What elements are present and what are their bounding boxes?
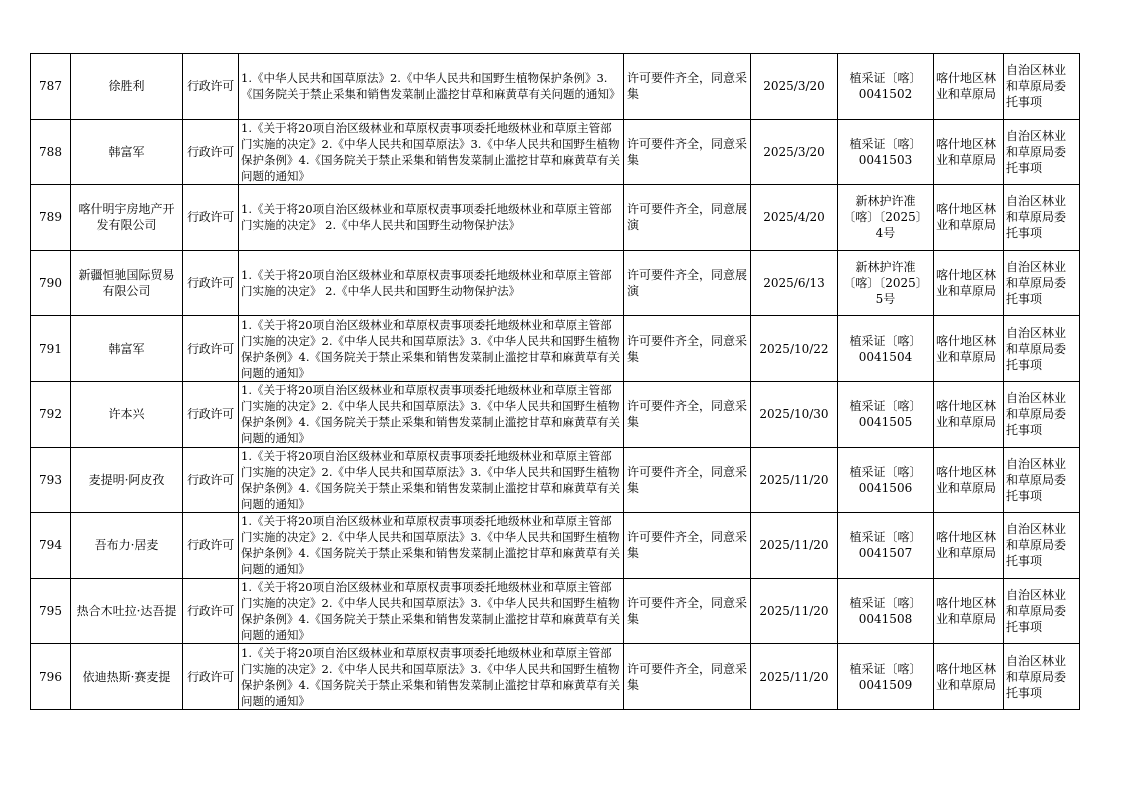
table-row <box>31 54 1080 120</box>
cell-seq: 792 <box>31 381 71 447</box>
permit-record-sheet <box>30 53 1080 710</box>
cell-date: 2025/11/20 <box>751 447 838 513</box>
cell-delegation: 自治区林业和草原局委托事项 <box>1004 578 1080 644</box>
cell-party: 吾布力·居麦 <box>71 513 183 579</box>
cell-party: 喀什明宇房地产开发有限公司 <box>71 185 183 251</box>
cell-date: 2025/3/20 <box>751 54 838 120</box>
cell-seq: 791 <box>31 316 71 382</box>
cell-department: 喀什地区林业和草原局 <box>934 447 1004 513</box>
cell-department: 喀什地区林业和草原局 <box>934 316 1004 382</box>
cell-date: 2025/4/20 <box>751 185 838 251</box>
cell-department: 喀什地区林业和草原局 <box>934 185 1004 251</box>
cell-doc-no: 植采证〔喀〕0041509 <box>838 644 934 710</box>
cell-department: 喀什地区林业和草原局 <box>934 119 1004 185</box>
cell-decision: 许可要件齐全，同意采集 <box>624 119 751 185</box>
cell-legal-basis: 1.《关于将20项自治区级林业和草原权责事项委托地级林业和草原主管部门实施的决定》2.《中华人民共和国草原法》3.《中华人民共和国野生植物保护条例》4.《国务院关于禁止采集和销售发菜制止滥挖甘草和麻黄草有关问题的通知》 <box>239 316 624 382</box>
cell-action-type: 行政许可 <box>183 513 239 579</box>
cell-decision: 许可要件齐全，同意采集 <box>624 316 751 382</box>
cell-legal-basis: 1.《关于将20项自治区级林业和草原权责事项委托地级林业和草原主管部门实施的决定》2.《中华人民共和国草原法》3.《中华人民共和国野生植物保护条例》4.《国务院关于禁止采集和销售发菜制止滥挖甘草和麻黄草有关问题的通知》 <box>239 513 624 579</box>
cell-doc-no: 植采证〔喀〕0041505 <box>838 381 934 447</box>
cell-doc-no: 植采证〔喀〕0041502 <box>838 54 934 120</box>
cell-decision: 许可要件齐全，同意采集 <box>624 447 751 513</box>
cell-doc-no: 植采证〔喀〕0041504 <box>838 316 934 382</box>
cell-decision: 许可要件齐全，同意采集 <box>624 644 751 710</box>
cell-date: 2025/11/20 <box>751 578 838 644</box>
table-row <box>31 185 1080 251</box>
cell-date: 2025/6/13 <box>751 250 838 316</box>
cell-decision: 许可要件齐全，同意采集 <box>624 578 751 644</box>
cell-decision: 许可要件齐全，同意采集 <box>624 381 751 447</box>
table-row <box>31 316 1080 382</box>
cell-legal-basis: 1.《关于将20项自治区级林业和草原权责事项委托地级林业和草原主管部门实施的决定》 2.《中华人民共和国野生动物保护法》 <box>239 185 624 251</box>
cell-party: 韩富军 <box>71 119 183 185</box>
cell-delegation: 自治区林业和草原局委托事项 <box>1004 644 1080 710</box>
cell-seq: 790 <box>31 250 71 316</box>
cell-legal-basis: 1.《关于将20项自治区级林业和草原权责事项委托地级林业和草原主管部门实施的决定》2.《中华人民共和国草原法》3.《中华人民共和国野生植物保护条例》4.《国务院关于禁止采集和销售发菜制止滥挖甘草和麻黄草有关问题的通知》 <box>239 578 624 644</box>
cell-delegation: 自治区林业和草原局委托事项 <box>1004 250 1080 316</box>
table-row <box>31 119 1080 185</box>
cell-action-type: 行政许可 <box>183 250 239 316</box>
cell-legal-basis: 1.《中华人民共和国草原法》2.《中华人民共和国野生植物保护条例》3.《国务院关于禁止采集和销售发菜制止滥挖甘草和麻黄草有关问题的通知》 <box>239 54 624 120</box>
cell-action-type: 行政许可 <box>183 447 239 513</box>
cell-doc-no: 植采证〔喀〕0041507 <box>838 513 934 579</box>
cell-delegation: 自治区林业和草原局委托事项 <box>1004 119 1080 185</box>
cell-seq: 788 <box>31 119 71 185</box>
cell-action-type: 行政许可 <box>183 119 239 185</box>
cell-decision: 许可要件齐全，同意采集 <box>624 513 751 579</box>
cell-party: 韩富军 <box>71 316 183 382</box>
cell-seq: 796 <box>31 644 71 710</box>
cell-delegation: 自治区林业和草原局委托事项 <box>1004 316 1080 382</box>
cell-seq: 794 <box>31 513 71 579</box>
cell-doc-no: 新林护许准〔喀〕〔2025〕4号 <box>838 185 934 251</box>
cell-date: 2025/10/22 <box>751 316 838 382</box>
cell-legal-basis: 1.《关于将20项自治区级林业和草原权责事项委托地级林业和草原主管部门实施的决定》2.《中华人民共和国草原法》3.《中华人民共和国野生植物保护条例》4.《国务院关于禁止采集和销售发菜制止滥挖甘草和麻黄草有关问题的通知》 <box>239 119 624 185</box>
cell-date: 2025/11/20 <box>751 513 838 579</box>
cell-legal-basis: 1.《关于将20项自治区级林业和草原权责事项委托地级林业和草原主管部门实施的决定》2.《中华人民共和国草原法》3.《中华人民共和国野生植物保护条例》4.《国务院关于禁止采集和销售发菜制止滥挖甘草和麻黄草有关问题的通知》 <box>239 447 624 513</box>
cell-date: 2025/11/20 <box>751 644 838 710</box>
cell-delegation: 自治区林业和草原局委托事项 <box>1004 513 1080 579</box>
cell-action-type: 行政许可 <box>183 578 239 644</box>
cell-decision: 许可要件齐全，同意展演 <box>624 185 751 251</box>
cell-department: 喀什地区林业和草原局 <box>934 578 1004 644</box>
permit-table <box>30 53 1080 710</box>
cell-party: 热合木吐拉·达吾提 <box>71 578 183 644</box>
cell-seq: 795 <box>31 578 71 644</box>
cell-doc-no: 植采证〔喀〕0041508 <box>838 578 934 644</box>
permit-table-body <box>31 54 1080 710</box>
cell-legal-basis: 1.《关于将20项自治区级林业和草原权责事项委托地级林业和草原主管部门实施的决定》2.《中华人民共和国草原法》3.《中华人民共和国野生植物保护条例》4.《国务院关于禁止采集和销售发菜制止滥挖甘草和麻黄草有关问题的通知》 <box>239 644 624 710</box>
cell-department: 喀什地区林业和草原局 <box>934 513 1004 579</box>
cell-department: 喀什地区林业和草原局 <box>934 250 1004 316</box>
cell-party: 新疆恒驰国际贸易有限公司 <box>71 250 183 316</box>
cell-decision: 许可要件齐全，同意展演 <box>624 250 751 316</box>
cell-party: 依迪热斯·赛麦提 <box>71 644 183 710</box>
cell-seq: 793 <box>31 447 71 513</box>
cell-doc-no: 植采证〔喀〕0041503 <box>838 119 934 185</box>
cell-seq: 789 <box>31 185 71 251</box>
cell-legal-basis: 1.《关于将20项自治区级林业和草原权责事项委托地级林业和草原主管部门实施的决定》2.《中华人民共和国草原法》3.《中华人民共和国野生植物保护条例》4.《国务院关于禁止采集和销售发菜制止滥挖甘草和麻黄草有关问题的通知》 <box>239 381 624 447</box>
cell-department: 喀什地区林业和草原局 <box>934 644 1004 710</box>
cell-delegation: 自治区林业和草原局委托事项 <box>1004 185 1080 251</box>
table-row <box>31 447 1080 513</box>
cell-action-type: 行政许可 <box>183 644 239 710</box>
cell-date: 2025/10/30 <box>751 381 838 447</box>
cell-delegation: 自治区林业和草原局委托事项 <box>1004 381 1080 447</box>
table-row <box>31 578 1080 644</box>
cell-action-type: 行政许可 <box>183 185 239 251</box>
cell-doc-no: 新林护许准〔喀〕〔2025〕5号 <box>838 250 934 316</box>
cell-action-type: 行政许可 <box>183 54 239 120</box>
cell-action-type: 行政许可 <box>183 316 239 382</box>
cell-seq: 787 <box>31 54 71 120</box>
cell-delegation: 自治区林业和草原局委托事项 <box>1004 447 1080 513</box>
cell-action-type: 行政许可 <box>183 381 239 447</box>
cell-party: 许本兴 <box>71 381 183 447</box>
table-row <box>31 513 1080 579</box>
cell-department: 喀什地区林业和草原局 <box>934 54 1004 120</box>
cell-legal-basis: 1.《关于将20项自治区级林业和草原权责事项委托地级林业和草原主管部门实施的决定》 2.《中华人民共和国野生动物保护法》 <box>239 250 624 316</box>
cell-delegation: 自治区林业和草原局委托事项 <box>1004 54 1080 120</box>
cell-doc-no: 植采证〔喀〕0041506 <box>838 447 934 513</box>
cell-department: 喀什地区林业和草原局 <box>934 381 1004 447</box>
cell-party: 徐胜利 <box>71 54 183 120</box>
cell-party: 麦提明·阿皮孜 <box>71 447 183 513</box>
cell-decision: 许可要件齐全，同意采集 <box>624 54 751 120</box>
table-row <box>31 644 1080 710</box>
table-row <box>31 250 1080 316</box>
table-row <box>31 381 1080 447</box>
cell-date: 2025/3/20 <box>751 119 838 185</box>
